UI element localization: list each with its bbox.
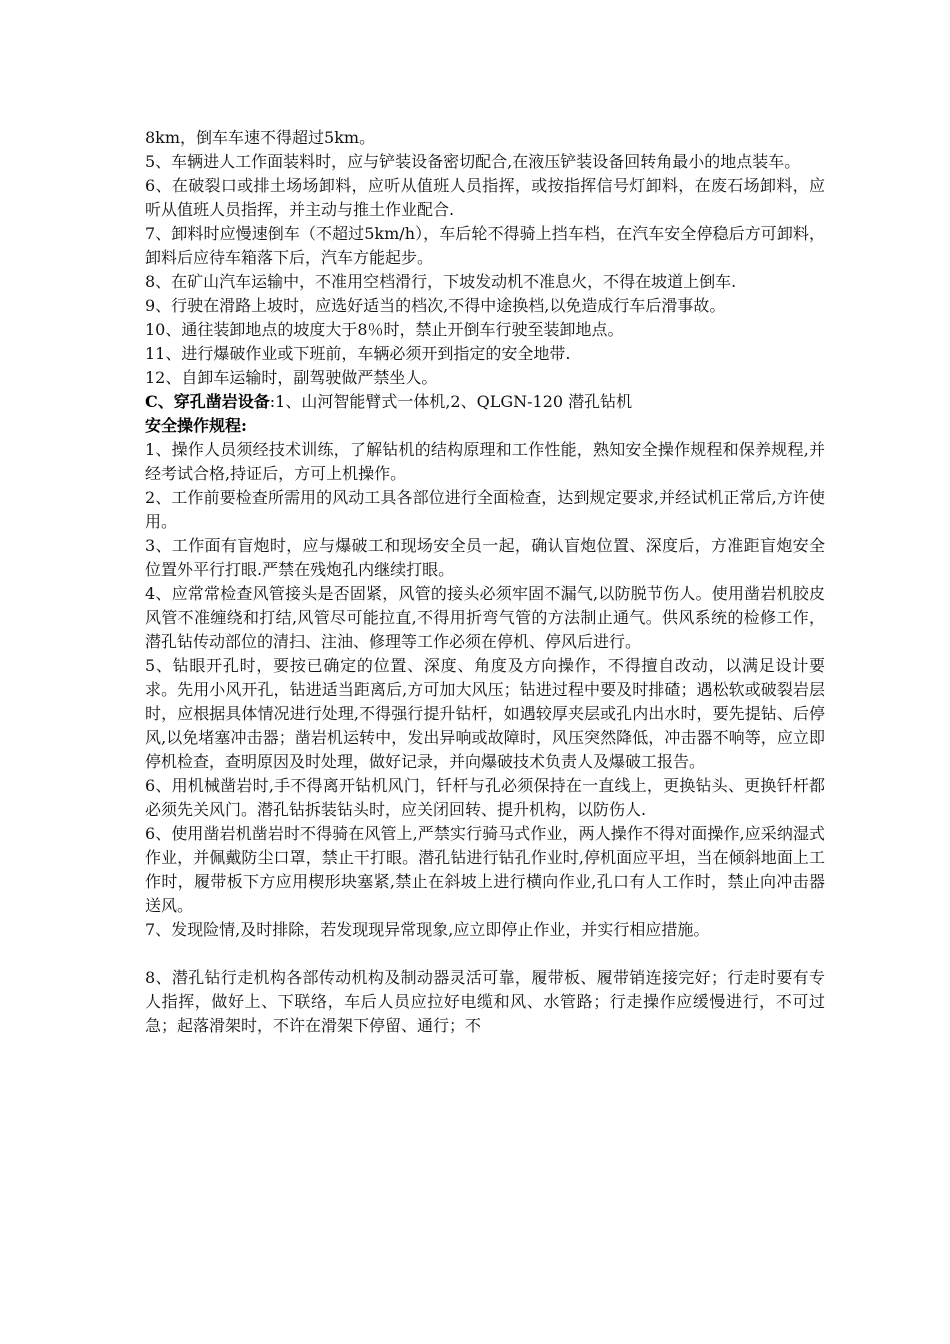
paragraph-drill-rule-4: 4、应常常检查风管接头是否固紧，风管的接头必须牢固不漏气,以防脱节伤人。使用凿岩机胶皮风管不准缠绕和打结,风管尽可能拉直,不得用折弯气管的方法制止通气。供风系统的检修工作，潜孔钻传动部位的清扫、注油、修理等工作必须在停机、停风后进行。 (145, 584, 825, 651)
blank-line (145, 942, 825, 966)
paragraph-drill-rule-3: 3、工作面有盲炮时，应与爆破工和现场安全员一起，确认盲炮位置、深度后，方准距盲炮安全位置外平行打眼.严禁在残炮孔内继续打眼。 (145, 536, 825, 579)
paragraph-rule-11-blasting: 11、进行爆破作业或下班前，车辆必须开到指定的安全地带. (145, 344, 571, 363)
section-c-heading (145, 390, 825, 414)
document-body (145, 126, 825, 1038)
paragraph-drill-rule-1: 1、操作人员须经技术训练，了解钻机的结构原理和工作性能，熟知安全操作规程和保养规程,并经考试合格,持证后，方可上机操作。 (145, 440, 825, 483)
paragraph-drill-rule-6b: 6、使用凿岩机凿岩时不得骑在风管上,严禁实行骑马式作业，两人操作不得对面操作,应采纳湿式作业，并佩戴防尘口罩，禁止干打眼。潜孔钻进行钻孔作业时,停机面应平坦，当在倾斜地面上工作时，履带板下方应用楔形块塞紧,禁止在斜坡上进行横向作业,孔口有人工作时，禁止向冲击器送风。 (145, 824, 825, 915)
paragraph-rule-7-reversing: 7、卸料时应慢速倒车（不超过5km/h），车后轮不得骑上挡车档，在汽车安全停稳后方可卸料，卸料后应待车箱落下后，汽车方能起步。 (145, 224, 825, 267)
rules-title: 安全操作规程: (145, 416, 247, 435)
paragraph-drill-rule-6a: 6、用机械凿岩时,手不得离开钻机风门，钎杆与孔必须保持在一直线上，更换钻头、更换钎杆都必须先关风门。潜孔钻拆装钻头时，应关闭回转、提升机构，以防伤人. (145, 776, 825, 819)
paragraph-rule-5-loading: 5、车辆进人工作面装料时，应与铲装设备密切配合,在液压铲装设备回转角最小的地点装车。 (145, 152, 801, 171)
section-c-label: C、穿孔凿岩设备 (145, 392, 270, 411)
paragraph-rule-12-passenger: 12、自卸车运输时，副驾驶做严禁坐人。 (145, 368, 438, 387)
paragraph-drill-rule-2: 2、工作前要检查所需用的风动工具各部位进行全面检查，达到规定要求,并经试机正常后,方许使用。 (145, 488, 825, 531)
paragraph-drill-rule-8: 8、潜孔钻行走机构各部传动机构及制动器灵活可靠，履带板、履带销连接完好；行走时要有专人指挥，做好上、下联络，车后人员应拉好电缆和风、水管路；行走操作应缓慢进行，不可过急；起落滑架时，不许在滑架下停留、通行；不 (145, 968, 825, 1035)
paragraph-drill-rule-7: 7、发现险情,及时排除，若发现现异常现象,应立即停止作业，并实行相应措施。 (145, 920, 710, 939)
paragraph-rule-10-slope: 10、通往装卸地点的坡度大于8％时，禁止开倒车行驶至装卸地点。 (145, 320, 624, 339)
paragraph-speed-limit: 8km，倒车车速不得超过5km。 (145, 128, 376, 147)
paragraph-rule-6-unloading: 6、在破裂口或排土场场卸料，应听从值班人员指挥，或按指挥信号灯卸料，在废石场卸料，应听从值班人员指挥，并主动与推土作业配合. (145, 176, 825, 219)
paragraph-drill-rule-5: 5、钻眼开孔时，要按已确定的位置、深度、角度及方向操作，不得擅自改动，以满足设计要求。先用小风开孔，钻进适当距离后,方可加大风压；钻进过程中要及时排碴；遇松软或破裂岩层时，应根据具体情况进行处理,不得强行提升钻杆，如遇较厚夹层或孔内出水时，要先提钻、后停风,以免堵塞冲击器；凿岩机运转中，发出异响或故障时，风压突然降低，冲击器不响等，应立即停机检查，查明原因及时处理，做好记录，并向爆破技术负责人及爆破工报告。 (145, 656, 825, 771)
paragraph-rule-9-slippery: 9、行驶在滑路上坡时，应选好适当的档次,不得中途换档,以免造成行车后滑事故。 (145, 296, 726, 315)
paragraph-rule-8-no-coasting: 8、在矿山汽车运输中，不准用空档滑行，下坡发动机不准息火，不得在坡道上倒车. (145, 272, 737, 291)
section-c-equipment: :1、山河智能臂式一体机,2、QLGN-120 潜孔钻机 (269, 392, 633, 411)
